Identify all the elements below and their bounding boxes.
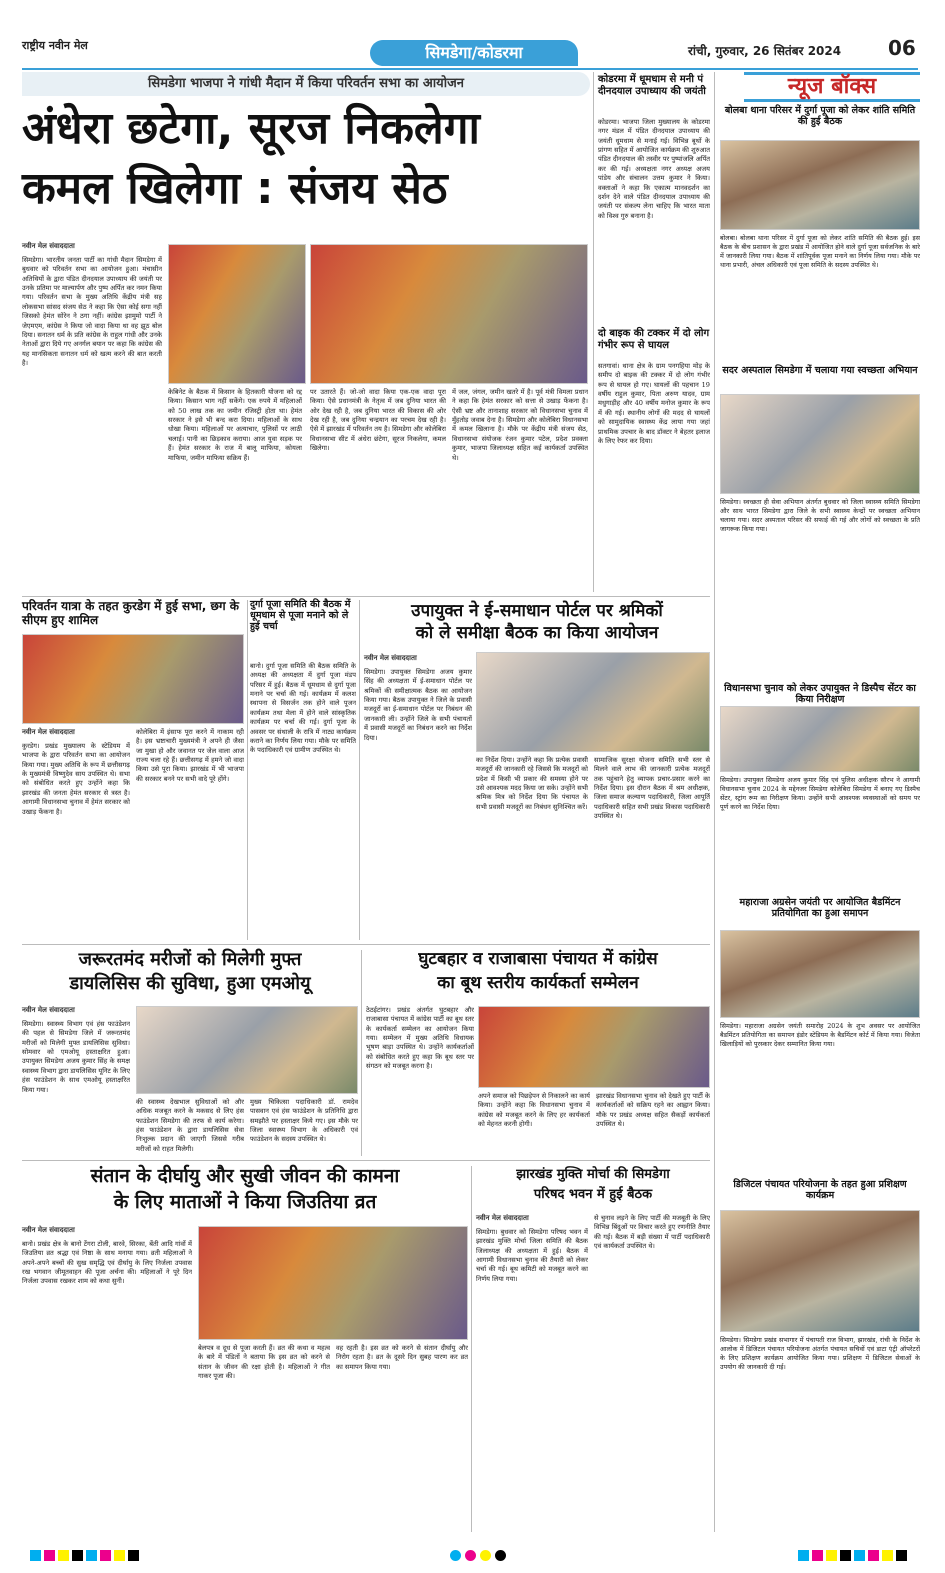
jitiya-headline-1: संतान के दीर्घायु और सुखी जीवन की कामना xyxy=(90,1165,400,1187)
masthead: राष्ट्रीय नवीन मेल xyxy=(22,39,88,52)
congress-body-3: झारखंड विधानसभा चुनाव को देखते हुए पार्टी के कार्यकर्ताओं को सक्रिय रहने का आह्वान किया। मौके पर प्रखंड अध्यक्ष सहित सैकड़ों कार्यकर्ता उपस्थित थे। xyxy=(596,1092,710,1129)
esamadhan-headline-2: को ले समीक्षा बैठक का किया आयोजन xyxy=(415,623,659,643)
newsbox-story4-headline: महाराजा अग्रसेन जयंती पर आयोजित बैडमिंटन प्रतियोगिता का हुआ समापन xyxy=(739,897,901,919)
jayanti-body: कोडरमा। भाजपा जिला मुख्यालय के कोडरमा नगर मंडल में पंडित दीनदयाल उपाध्याय की जयंती धूमधाम से मनाई गई। विभिन्न बूथों के प्रांगण सहित में आयोजित कार्यक्रम की शुरुआत पंडित दीनदयाल की तस्वीर पर पुष्पांजलि अर्पित कर की गई। अध्यक्षता नगर अध्यक्ष अजय पांडेय और संचालन उत्तम कुमार ने किया। वक्ताओं ने कहा कि एकात्म मानवदर्शन का दर्शन देने वाले पंडित दीनदयाल उपाध्याय की जयंती पर संकल्प लेना चाहिए कि भारत माता को विश्व गुरु बनाना है। xyxy=(598,118,710,220)
lead-kicker: सिमडेगा भाजपा ने गांधी मैदान में किया परिवर्तन सभा का आयोजन xyxy=(22,72,590,96)
jmm-body-1: सिमडेगा। बुधवार को सिमडेगा परिषद भवन में झारखंड मुक्ति मोर्चा जिला समिति की बैठक जिलाध्यक्ष की अध्यक्षता में हुई। बैठक में आगामी विधानसभा चुनाव की तैयारी को लेकर चर्चा की गई। बूथ कमिटी को मजबूत करने का निर्णय लिया गया। xyxy=(476,1228,588,1283)
jmm-headline-1: झारखंड मुक्ति मोर्चा की सिमडेगा xyxy=(516,1167,670,1182)
accident-headline: दो बाइक की टक्कर में दो लोग गंभीर रूप से घायल xyxy=(598,328,710,351)
kurdeg-headline: परिवर्तन यात्रा के तहत कुरडेग में हुई सभा, छग के सीएम हुए शामिल xyxy=(22,599,240,627)
newsbox-story3-photo xyxy=(720,706,920,772)
registration-dot xyxy=(465,1550,476,1561)
dialysis-byline: नवीन मेल संवाददाता xyxy=(22,1006,75,1014)
registration-bar-left xyxy=(30,1546,142,1565)
registration-swatch xyxy=(100,1550,111,1561)
section-banner: सिमडेगा/कोडरमा xyxy=(370,40,578,66)
congress-body-2: अपने समाज को पिछड़ेपन से निकालने का कार्य किया। उन्होंने कहा कि विधानसभा चुनाव में कांग्रेस को मजबूत करने के लिए हर कार्यकर्ता को मेहनत करनी होगी। xyxy=(478,1092,590,1129)
lead-body-1: सिमडेगा। भारतीय जनता पार्टी का गांधी मैदान सिमडेगा में बुधवार को परिवर्तन सभा का आयोजन हुआ। मंचासीन अतिथियों के द्वारा पंडित दीनदयाल उपाध्याय की जयंती पर उनके प्रतिमा पर माल्यार्पण और पुष्प अर्पित कर नमन किया गया। परिवर्तन सभा के मुख्य अतिथि केंद्रीय मंत्री सह लोकसभा सांसद संजय सेठ ने कहा कि ऐसा कोई सगा नहीं जिसको हेमंत सोरेन ने ठगा नहीं। कांग्रेस झामुमो पार्टी ने जेएमएम, कांग्रेस ने किया जो वादा किया था वह झूठ बोल दिया। सनातन धर्म के प्रति कांग्रेस के राहुल गांधी और उनके नेताओं द्वारा दिये गए अनर्गल बयान पर कहा कि कांग्रेस की यह मानसिकता सनातन धर्म को खत्म करने की बात करती है। xyxy=(22,256,162,367)
dateline: रांची, गुरुवार, 26 सितंबर 2024 xyxy=(688,44,842,58)
jmm-byline: नवीन मेल संवाददाता xyxy=(476,1214,529,1222)
newsbox-story1-body: बोलबा। बोलबा थाना परिसर में दुर्गा पूजा को लेकर शांति समिति की बैठक हुई। इस बैठक के बीच प्रशासन के द्वारा प्रखंड में आयोजित होने वाले दुर्गा पूजा सर्वजनिक के बारे में जानकारी लिया गया। बैठक में शांतिपूर्वक पूजा मनाने का निर्णय लिया गया। मौके पर थाना प्रभारी, अंचल अधिकारी एवं पूजा समिति के सदस्य उपस्थित थे। xyxy=(720,234,920,269)
lead-byline: नवीन मेल संवाददाता xyxy=(22,242,75,250)
esamadhan-byline: नवीन मेल संवाददाता xyxy=(364,654,417,662)
newsbox-story4-body: सिमडेगा। महाराजा अग्रसेन जयंती समारोह 2024 के शुभ अवसर पर आयोजित बैडमिंटन प्रतियोगिता का समापन इंडोर स्टेडियम के बैडमिंटन कोर्ट में किया गया। विजेता खिलाड़ियों को पुरस्कार देकर सम्मानित किया गया। xyxy=(720,1022,920,1048)
column-divider-right xyxy=(714,72,715,1532)
kurdeg-body-1: कुरडेग। प्रखंड मुख्यालय के स्टेडियम में भाजपा के द्वारा परिवर्तन सभा का आयोजन किया गया। मुख्य अतिथि के रूप में छत्तीसगढ़ के मुख्यमंत्री विष्णुदेव साय उपस्थित थे। सभा को संबोधित करते हुए उन्होंने कहा कि झारखंड की जनता हेमंत सरकार से त्रस्त है। आगामी विधानसभा चुनाव में हेमंत सरकार को उखाड़ फेंकना है। xyxy=(22,742,130,816)
dialysis-headline-2: डायलिसिस की सुविधा, हुआ एमओयू xyxy=(69,973,311,994)
lead-photo-2 xyxy=(310,244,588,384)
lead-body-4: में जल, जंगल, जमीन खतरे में है। पूर्व मंत्री विमला प्रधान ने कहा कि हेमंत सरकार को सत्ता से उखाड़ फेंकना है। ऐसी भ्रष्ट और तानाशाह सरकार को विधानसभा चुनाव में मुँहतोड़ जवाब देना है। सिमडेगा और कोलेबिरा विधानसभा में कमल खिलाना है। मौके पर केंद्रीय मंत्री संजय सेठ, विधानसभा संयोजक रंजन कुमार पटेल, प्रदेश प्रवक्ता कुमार, भाजपा जिलाध्यक्ष सहित कई कार्यकर्ता उपस्थित थे। xyxy=(452,388,588,462)
esamadhan-body-3: सामाजिक सुरक्षा योजना समिति सभी स्तर से मिलने वाले लाभ की जानकारी प्रत्येक मजदूरों तक पहुंचाने हेतु व्यापक प्रचार-प्रसार करने का निर्देश दिया। इस दौरान बैठक में श्रम अधीक्षक, जिला समाज कल्याण पदाधिकारी, जिला आपूर्ति पदाधिकारी सहित सभी प्रखंड विकास पदाधिकारी उपस्थित थे। xyxy=(594,756,710,821)
jitiya-body-2: बेलपत्र व दूध से पूजा करती हैं। व्रत की कथा व महत्व के बारे में पंडितों ने बताया कि इस व्रत को करने से संतान के जीवन की रक्षा होती है। महिलाओं ने गीत गाकर पूजा की। xyxy=(198,1344,330,1381)
divider-jitiya-jmm xyxy=(471,1166,472,1532)
lead-photo-1 xyxy=(168,244,306,384)
kurdeg-body-2: कोलेबिरा में इंसाफ पूरा करने में नाकाम रही है। इस भ्रष्टाचारी मुख्यमंत्री ने अपने ही जैसा जा मुखा हो और जवानत पर जेल वाला आज राज्य चला रहे हैं। छत्तीसगढ़ में हमने जो वादा किया उसे पूरा किया। झारखंड में भी भाजपा की सरकार बनने पर सभी वादे पूरे होंगे। xyxy=(136,728,244,783)
registration-dot xyxy=(450,1550,461,1561)
row4-top-rule xyxy=(22,1160,710,1161)
registration-swatch xyxy=(128,1550,139,1561)
registration-marks xyxy=(30,1546,910,1560)
newsbox-story2-headline: सदर अस्पताल सिमडेगा में चलाया गया स्वच्छता अभियान xyxy=(722,365,918,376)
jmm-body-2: से चुनाव लड़ने के लिए पार्टी की मजबूती के लिए विभिन्न बिंदुओं पर विचार करते हुए रणनीति तैयार की गई। बैठक में बड़ी संख्या में पार्टी पदाधिकारी एवं कार्यकर्ता उपस्थित थे। xyxy=(594,1214,710,1251)
registration-swatch xyxy=(58,1550,69,1561)
registration-swatch xyxy=(798,1550,809,1561)
dialysis-headline-1: जरूरतमंद मरीजों को मिलेगी मुफ्त xyxy=(78,949,302,970)
esamadhan-body-2: का निर्देश दिया। उन्होंने कहा कि प्रत्येक प्रवासी मजदूरों की जानकारी रहे जिससे कि मजदूरों को प्रदेश में किसी भी प्रकार की समस्या होने पर उसे आवश्यक मदद किया जा सके। उन्होंने सभी श्रमिक मित्र को निर्देश दिया कि पंचायत के सभी प्रवासी मजदूरों का निबंधन सुनिश्चित करें। xyxy=(476,756,588,811)
page-number: 06 xyxy=(888,36,916,60)
registration-swatch xyxy=(896,1550,907,1561)
esamadhan-body-1: सिमडेगा। उपायुक्त सिमडेगा अजय कुमार सिंह की अध्यक्षता में ई-समाधान पोर्टल पर श्रमिकों की समीक्षात्मक बैठक का आयोजन किया गया। बैठक उपायुक्त ने जिले के प्रवासी मजदूरों का ई-समाधान पोर्टल पर निबंधन की जानकारी ली। उन्होंने जिले के सभी पंचायतों में प्रवासी मजदूरों का निबंधन करने का निर्देश दिया। xyxy=(364,668,472,742)
newsbox-story4-photo xyxy=(720,930,920,1018)
registration-dots xyxy=(450,1546,510,1565)
registration-swatch xyxy=(114,1550,125,1561)
divider-dialysis-congress xyxy=(361,950,362,1156)
registration-bar-right xyxy=(798,1546,910,1565)
newsbox-story5-photo xyxy=(720,1210,920,1332)
jitiya-body-3: वह रहती है। इस व्रत को करने से संतान दीर्घायु और निरोग रहता है। व्रत के दूसरे दिन सुबह पारण कर व्रत का समापन किया गया। xyxy=(336,1344,468,1371)
header-rule xyxy=(22,68,918,70)
registration-swatch xyxy=(30,1550,41,1561)
newsbox-story5-headline: डिजिटल पंचायत परियोजना के तहत हुआ प्रशिक्षण कार्यक्रम xyxy=(733,1179,907,1201)
registration-dot xyxy=(495,1550,506,1561)
registration-swatch xyxy=(826,1550,837,1561)
jitiya-headline-2: के लिए माताओं ने किया जिउतिया व्रत xyxy=(113,1191,377,1213)
lead-headline-2: कमल खिलेगा : संजय सेठ xyxy=(22,163,448,214)
divider-kurdeg-durga xyxy=(247,600,248,940)
kurdeg-byline: नवीन मेल संवाददाता xyxy=(22,728,75,736)
esamadhan-headline-1: उपायुक्त ने ई-समाधान पोर्टल पर श्रमिकों xyxy=(411,601,663,621)
row2-top-rule xyxy=(22,596,710,597)
durga-meet-body: बानो। दुर्गा पूजा समिति की बैठक समिति के अध्यक्ष की अध्यक्षता में दुर्गा पूजा मंडप परिसर में हुई। बैठक में धूमधाम से दुर्गा पूजा मनाने पर चर्चा की गई। कार्यक्रम में कलश स्थापना से विसर्जन तक होने वाले पूजन कार्यक्रम तथा मेला में होने वाले सांस्कृतिक कार्यक्रम पर चर्चा की गई। दुर्गा पूजा के अवसर पर संथाली के रात्रि में नाट्य कार्यक्रम कराने का निर्णय लिया गया। मौके पर समिति के पदाधिकारी एवं ग्रामीण उपस्थित थे। xyxy=(250,662,356,755)
congress-body-1: ठेठईटांगर। प्रखंड अंतर्गत घुटबहार और राजाबासा पंचायत में कांग्रेस पार्टी का बूथ स्तर के कार्यकर्ता सम्मेलन का आयोजन किया गया। सम्मेलन में मुख्य अतिथि विधायक भूषण बाड़ा उपस्थित थे। उन्होंने कार्यकर्ताओं को संबोधित करते हुए कहा कि बूथ स्तर पर संगठन को मजबूत करना है। xyxy=(366,1006,474,1071)
registration-swatch xyxy=(840,1550,851,1561)
divider-durga-esamadhan xyxy=(359,600,360,940)
newsbox-story1-photo xyxy=(720,140,920,230)
dialysis-body-2: की स्वास्थ्य देखभाल सुविधाओं को और अधिक मजबूत करने के मकसद से लिए हंस फाउंडेशन सिमडेगा की तरफ से कार्य करेगा। हंस फाउंडेशन के द्वारा डायलिसिस सेवा निःशुल्क प्रदान की जाएगी जिससे गरीब मरीजों को राहत मिलेगी। xyxy=(136,1098,244,1153)
dialysis-body-3: मुख्य चिकित्सा पदाधिकारी डॉ. रामदेव पासवान एवं हंस फाउंडेशन के प्रतिनिधि द्वारा समझौते पर हस्ताक्षर किये गए। इस मौके पर जिला स्वास्थ्य विभाग के अधिकारी एवं फाउंडेशन के सदस्य उपस्थित थे। xyxy=(250,1098,358,1144)
dialysis-body-1: सिमडेगा। स्वास्थ्य विभाग एवं हंस फाउंडेशन की पहल से सिमडेगा जिले में जरूरतमंद मरीजों को मिलेगी मुफ्त डायलिसिस सुविधा। सोमवार को एमओयू हस्ताक्षरित हुआ। उपायुक्त सिमडेगा अजय कुमार सिंह के समक्ष स्वास्थ्य विभाग द्वारा डायलिसिस यूनिट के लिए हंस फाउंडेशन के साथ एमओयू हस्ताक्षरित किया गया। xyxy=(22,1020,130,1094)
newsbox-story2-photo xyxy=(720,394,920,494)
registration-swatch xyxy=(812,1550,823,1561)
congress-photo xyxy=(478,1006,710,1088)
jitiya-body-1: बानो। प्रखंड क्षेत्र के बानो टेंगरा टोली, बारवे, सिरका, बेंती आदि गांवों में जिउतिया व्रत श्रद्धा एवं निष्ठा के साथ मनाया गया। व्रती महिलाओं ने अपने-अपने बच्चों की सुख समृद्धि एवं दीर्घायु के लिए निर्जला उपवास रख भगवान जीमूतवाहन की पूजा अर्चना की। महिलाओं ने पूरे दिन निर्जला उपवास रखकर शाम को कथा सुनी। xyxy=(22,1240,192,1286)
congress-headline-1: घुटबहार व राजाबासा पंचायत में कांग्रेस xyxy=(418,949,658,969)
registration-swatch xyxy=(854,1550,865,1561)
kurdeg-photo xyxy=(22,634,244,724)
esamadhan-photo xyxy=(476,652,710,752)
newsbox-story3-headline: विधानसभा चुनाव को लेकर उपायुक्त ने डिस्पैच सेंटर का किया निरीक्षण xyxy=(724,683,916,705)
registration-swatch xyxy=(86,1550,97,1561)
registration-swatch xyxy=(44,1550,55,1561)
newsbox-story2-body: सिमडेगा। स्वच्छता ही सेवा अभियान अंतर्गत बुधवार को जिला स्वास्थ्य समिति सिमडेगा और साथ भारत सिमडेगा द्वारा जिले के सभी स्वास्थ्य केन्द्रों पर स्वच्छता अभियान चलाया गया। सदर अस्पताल परिसर की सफाई की गई और लोगों को स्वच्छता के प्रति जागरूक किया गया। xyxy=(720,498,920,533)
lead-body-2: केबिनेट के बैठक में किसान के हितकारी योजना को रद्द किया। किसान भाग नहीं सकेंगे। एक रुपये में महिलाओं को 50 लाख तक का जमीन रजिस्ट्री होता था। हेमंत सरकार ने इसे भी बन्द करा दिया। महिलाओं के साथ धोखा किया। महिलाओं पर अत्याचार, पुलिसों पर लाठी चलाई। पानी का छिड़काव कराया। आज युवा सड़क पर हैं। हेमंत सरकार के राज में बालू माफिया, कोयला माफिया, जमीन माफिया सक्रिय हैं। xyxy=(168,388,302,462)
jmm-headline-2: परिषद भवन में हुई बैठक xyxy=(533,1187,653,1202)
newsbox-story5-body: सिमडेगा। सिमडेगा प्रखंड सभागार में पंचायती राज विभाग, झारखंड, रांची के निर्देश के आलोक में डिजिटल पंचायत परियोजना अंतर्गत पंचायत सचिवों एवं डाटा एंट्री ऑपरेटरों के लिए प्रशिक्षण कार्यक्रम आयोजित किया गया। प्रशिक्षण में डिजिटल सेवाओं के उपयोग की जानकारी दी गई। xyxy=(720,1336,920,1371)
jitiya-photo xyxy=(198,1226,468,1340)
accident-body: सतगावां। थाना क्षेत्र के ग्राम पनगहिया मोड़ के समीप दो बाइक की टक्कर में दो लोग गंभीर रूप से घायल हो गए। घायलों की पहचान 19 वर्षीय राहुल कुमार, पिता अरुण यादव, ग्राम मधुगाड़ीह और 40 वर्षीय मनोज कुमार के रूप में की गई। स्थानीय लोगों की मदद से घायलों को सामुदायिक स्वास्थ्य केंद्र लाया गया जहां प्राथमिक उपचार के बाद डॉक्टर ने बेहतर इलाज के लिए रेफर कर दिया। xyxy=(598,362,710,445)
column-divider-mid xyxy=(593,72,594,592)
jayanti-headline: कोडरमा में धूमधाम से मनी पं दीनदयाल उपाध्याय की जयंती xyxy=(598,74,706,97)
newsbox-title: न्यूज बॉक्स xyxy=(744,72,920,102)
congress-headline-2: का बूथ स्तरीय कार्यकर्ता सम्मेलन xyxy=(437,973,639,993)
registration-swatch xyxy=(882,1550,893,1561)
registration-swatch xyxy=(868,1550,879,1561)
durga-meet-headline: दुर्गा पूजा समिति की बैठक में धूमधाम से पूजा मनाने को ले हुई चर्चा xyxy=(250,599,351,632)
registration-dot xyxy=(480,1550,491,1561)
lead-body-3: पर उतारते हैं। जो-जो वादा किया एक-एक वादा पूरा किया। ऐसे प्रधानमंत्री के नेतृत्व में जब दुनिया भारत की ओर देख रही है, जब दुनिया भारत की विकास की ओर देख रही है, जब दुनिया चन्द्रयान का परचम देख रही है। ऐसे में झारखंड में परिवर्तन तय है। सिमडेगा और कोलेबिरा विधानसभा सीट में अंधेरा छंटेगा, सूरज निकलेगा, कमल खिलेगा। xyxy=(310,388,446,453)
registration-swatch xyxy=(72,1550,83,1561)
row3-top-rule xyxy=(22,944,710,945)
newsbox-story1-headline: बोलबा थाना परिसर में दुर्गा पूजा को लेकर शांति समिति की हुई बैठक xyxy=(724,105,916,127)
dialysis-photo xyxy=(136,1006,358,1094)
lead-headline-1: अंधेरा छटेगा, सूरज निकलेगा xyxy=(22,103,480,154)
newsbox-story3-body: सिमडेगा। उपायुक्त सिमडेगा अजय कुमार सिंह एवं पुलिस अधीक्षक सौरभ ने आगामी विधानसभा चुनाव 2024 के मद्देनजर सिमडेगा कोलेबिरा सिमडेगा में बनाए गए डिस्पैच सेंटर, स्ट्रांग रूम का निरीक्षण किया। उन्होंने सभी आवश्यक व्यवस्थाओं को समय पर पूर्ण करने का निर्देश दिया। xyxy=(720,776,920,811)
jitiya-byline: नवीन मेल संवाददाता xyxy=(22,1226,75,1234)
